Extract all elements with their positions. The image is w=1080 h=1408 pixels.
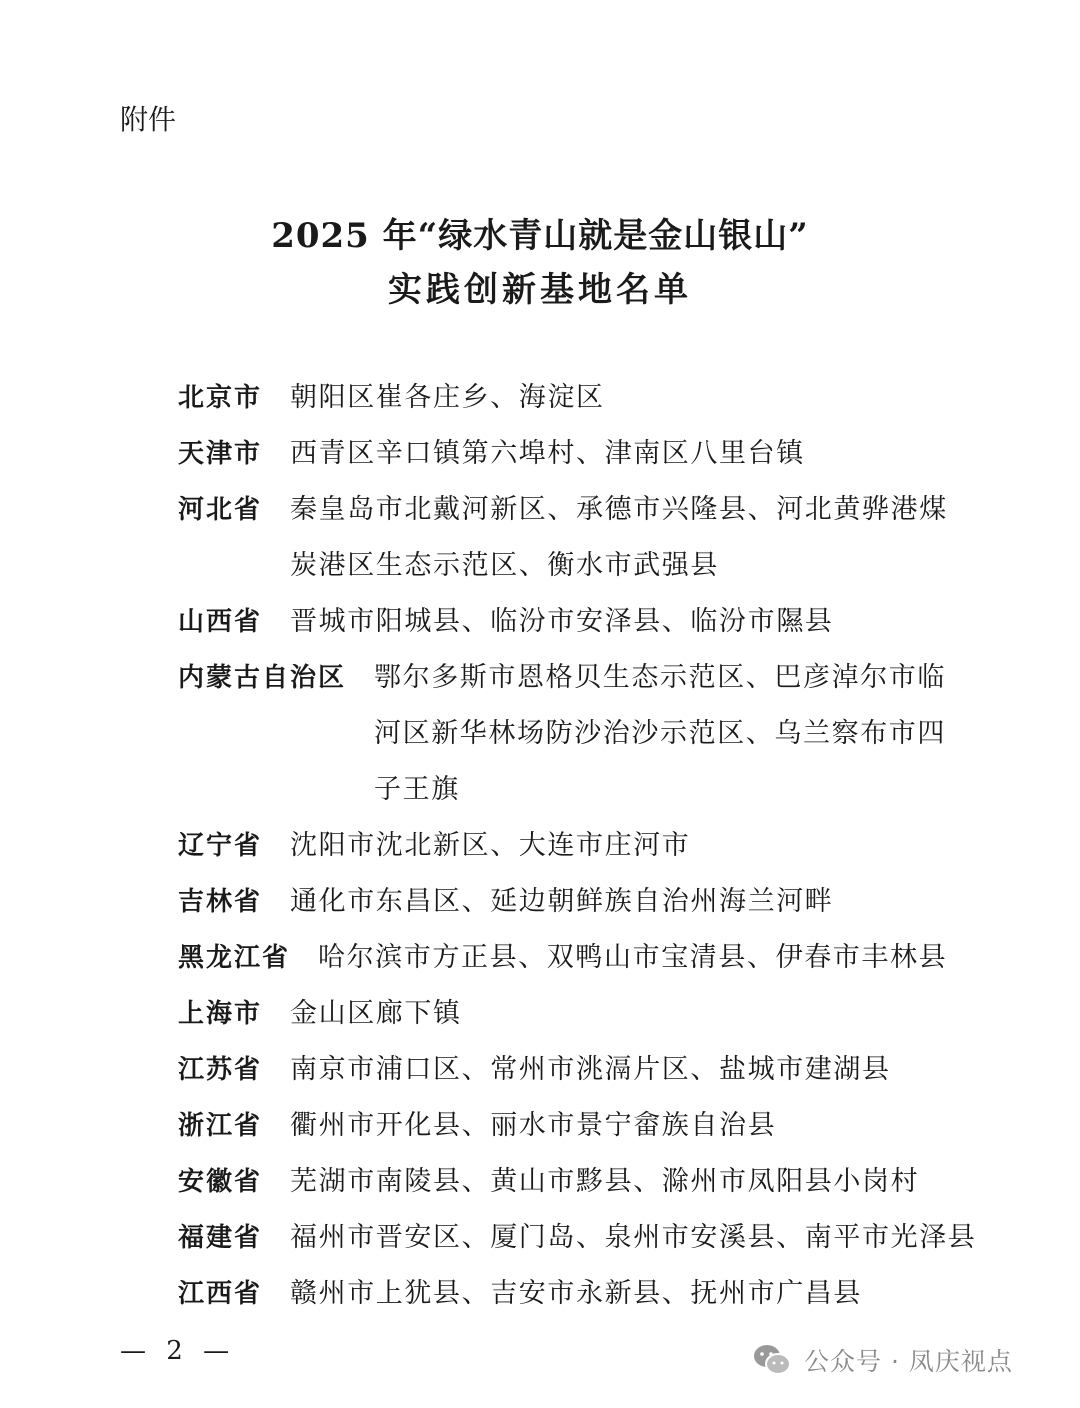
region-label: 黑龙江省 [178, 943, 291, 973]
region-bases [290, 1098, 776, 1154]
region-bases [290, 818, 690, 874]
list-item [178, 426, 978, 482]
region-label: 辽宁省 [178, 831, 263, 861]
bases-line: 子王旗 [374, 774, 460, 805]
bases-line: 衢州市开化县、丽水市景宁畲族自治县 [290, 1110, 777, 1141]
bases-line: 河区新华林场防沙治沙示范区、乌兰察布市四 [374, 718, 946, 749]
bases-line: 南京市浦口区、常州市洮滆片区、盐城市建湖县 [290, 1054, 891, 1085]
region-label: 江苏省 [178, 1055, 263, 1085]
region-label: 天津市 [178, 439, 263, 469]
region-bases [290, 426, 805, 482]
bases-line: 炭港区生态示范区、衡水市武强县 [290, 550, 719, 581]
region-bases [290, 1210, 976, 1266]
region-bases [318, 930, 947, 986]
list-item [178, 818, 978, 874]
bases-line: 晋城市阳城县、临汾市安泽县、临汾市隰县 [290, 606, 834, 637]
watermark-text: 公众号 · 凤庆视点 [804, 1347, 1013, 1376]
region-label: 安徽省 [178, 1167, 263, 1197]
attachment-label: 附件 [120, 103, 177, 136]
list-item [178, 1098, 978, 1154]
region-bases [290, 986, 462, 1042]
bases-line: 通化市东昌区、延边朝鲜族自治州海兰河畔 [290, 886, 834, 917]
watermark [752, 1342, 1013, 1378]
region-label: 上海市 [178, 999, 263, 1029]
bases-line: 芜湖市南陵县、黄山市黟县、滁州市凤阳县小岗村 [290, 1166, 920, 1197]
list-item [178, 1266, 978, 1322]
region-label: 内蒙古自治区 [178, 663, 347, 693]
document-title-line2: 实践创新基地名单 [388, 270, 692, 310]
list-item [178, 650, 978, 818]
list-item [178, 1042, 978, 1098]
list-item [178, 594, 978, 650]
bases-line: 赣州市上犹县、吉安市永新县、抚州市广昌县 [290, 1278, 862, 1309]
region-label: 山西省 [178, 607, 263, 637]
bases-line: 哈尔滨市方正县、双鸭山市宝清县、伊春市丰林县 [318, 942, 948, 973]
bases-line: 朝阳区崔各庄乡、海淀区 [290, 382, 605, 413]
bases-line: 秦皇岛市北戴河新区、承德市兴隆县、河北黄骅港煤 [290, 494, 948, 525]
list-item [178, 370, 978, 426]
bases-line: 沈阳市沈北新区、大连市庄河市 [290, 830, 691, 861]
bases-line: 西青区辛口镇第六埠村、津南区八里台镇 [290, 438, 805, 469]
region-label: 北京市 [178, 383, 263, 413]
region-bases [290, 1266, 862, 1322]
wechat-icon [752, 1343, 792, 1377]
region-label: 浙江省 [178, 1111, 263, 1141]
region-bases [290, 874, 833, 930]
list-item [178, 874, 978, 930]
region-bases [290, 1154, 919, 1210]
region-bases [290, 1042, 891, 1098]
region-label: 河北省 [178, 495, 263, 525]
region-label: 江西省 [178, 1279, 263, 1309]
region-label: 吉林省 [178, 887, 263, 917]
region-bases [290, 482, 948, 594]
region-bases [290, 370, 605, 426]
list-item [178, 1210, 978, 1266]
list-item [178, 986, 978, 1042]
region-bases [290, 594, 833, 650]
region-label: 福建省 [178, 1223, 263, 1253]
list-item [178, 1154, 978, 1210]
document-title-line1: 2025 年“绿水青山就是金山银山” [271, 216, 809, 256]
page-number: — 2 — [120, 1336, 236, 1366]
base-list [178, 370, 978, 1322]
bases-line: 福州市晋安区、厦门岛、泉州市安溪县、南平市光泽县 [290, 1222, 977, 1253]
bases-line: 鄂尔多斯市恩格贝生态示范区、巴彦淖尔市临 [374, 662, 946, 693]
list-item [178, 482, 978, 594]
bases-line: 金山区廊下镇 [290, 998, 462, 1029]
region-bases [374, 650, 946, 818]
list-item [178, 930, 978, 986]
